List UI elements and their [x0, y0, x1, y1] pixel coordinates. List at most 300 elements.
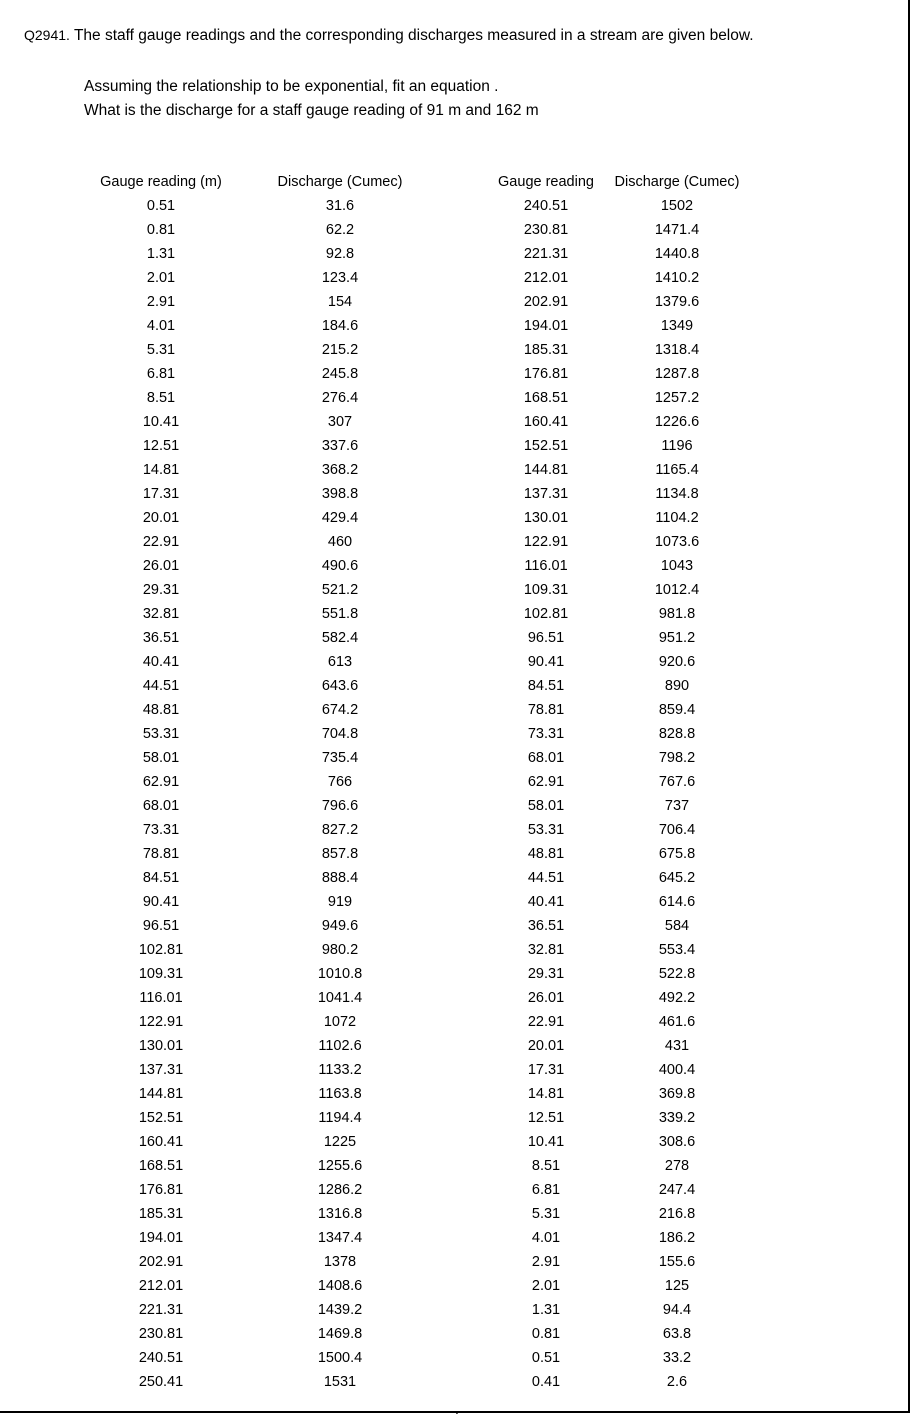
table-row	[490, 434, 752, 458]
discharge-cell: 94.4	[662, 1302, 692, 1318]
gauge-reading-cell: 160.41	[138, 1134, 184, 1150]
table-row	[490, 554, 752, 578]
gauge-reading-cell: 230.81	[138, 1326, 184, 1342]
discharge-cell: 247.4	[658, 1182, 696, 1198]
table-row	[490, 266, 752, 290]
gauge-reading-cell: 152.51	[138, 1110, 184, 1126]
table-row	[95, 242, 453, 266]
table-row	[95, 482, 453, 506]
discharge-cell: 919	[327, 894, 353, 910]
discharge-cell: 1439.2	[317, 1302, 363, 1318]
table-row	[490, 650, 752, 674]
gauge-reading-cell: 176.81	[138, 1182, 184, 1198]
table-row	[95, 1202, 453, 1226]
discharge-cell: 186.2	[658, 1230, 696, 1246]
discharge-cell: 767.6	[658, 774, 696, 790]
table-row	[95, 578, 453, 602]
table-row	[490, 1370, 752, 1394]
table-row	[490, 506, 752, 530]
gauge-reading-cell: 2.91	[146, 294, 176, 310]
gauge-reading-cell: 53.31	[142, 726, 180, 742]
table-row	[95, 314, 453, 338]
discharge-cell: 980.2	[321, 942, 359, 958]
table-row	[490, 818, 752, 842]
discharge-cell: 490.6	[321, 558, 359, 574]
discharge-cell: 614.6	[658, 894, 696, 910]
gauge-reading-cell: 8.51	[146, 390, 176, 406]
table-row	[95, 722, 453, 746]
table-row	[490, 482, 752, 506]
discharge-cell: 949.6	[321, 918, 359, 934]
footer-mark: .	[455, 1401, 459, 1417]
gauge-reading-cell: 14.81	[142, 462, 180, 478]
gauge-reading-cell: 26.01	[527, 990, 565, 1006]
table-row	[95, 746, 453, 770]
discharge-cell: 63.8	[662, 1326, 692, 1342]
gauge-reading-cell: 116.01	[524, 558, 568, 574]
discharge-cell: 553.4	[658, 942, 696, 958]
discharge-cell: 369.8	[658, 1086, 696, 1102]
gauge-reading-cell: 32.81	[142, 606, 180, 622]
discharge-cell: 675.8	[658, 846, 696, 862]
gauge-reading-cell: 73.31	[527, 726, 565, 742]
table-row	[95, 218, 453, 242]
table-header-row	[95, 170, 453, 194]
table-row	[95, 1106, 453, 1130]
discharge-cell: 429.4	[321, 510, 359, 526]
discharge-cell: 1531	[323, 1374, 357, 1390]
gauge-reading-cell: 1.31	[146, 246, 176, 262]
table-row	[490, 1034, 752, 1058]
gauge-reading-cell: 32.81	[527, 942, 565, 958]
gauge-reading-cell: 44.51	[142, 678, 180, 694]
discharge-cell: 1347.4	[317, 1230, 363, 1246]
discharge-cell: 31.6	[325, 198, 355, 214]
gauge-reading-cell: 240.51	[138, 1350, 184, 1366]
gauge-reading-cell: 144.81	[523, 462, 569, 478]
gauge-reading-cell: 6.81	[531, 1182, 561, 1198]
table-row	[490, 290, 752, 314]
question-assumption: Assuming the relationship to be exponential, fit an equation .	[84, 78, 499, 95]
table-row	[490, 1322, 752, 1346]
gauge-reading-cell: 122.91	[523, 534, 569, 550]
gauge-reading-cell: 144.81	[138, 1086, 184, 1102]
gauge-reading-cell: 168.51	[138, 1158, 184, 1174]
discharge-cell: 796.6	[321, 798, 359, 814]
table-row	[490, 890, 752, 914]
gauge-reading-cell: 221.31	[138, 1302, 184, 1318]
discharge-cell: 1010.8	[317, 966, 363, 982]
gauge-reading-cell: 102.81	[138, 942, 184, 958]
table-row	[95, 1370, 453, 1394]
table-row	[95, 1082, 453, 1106]
discharge-cell: 1165.4	[655, 462, 699, 478]
question-number: Q2941.	[24, 27, 70, 43]
discharge-cell: 1471.4	[654, 222, 700, 238]
table-row	[95, 938, 453, 962]
gauge-reading-cell: 168.51	[523, 390, 569, 406]
table-row	[490, 698, 752, 722]
table-row	[95, 410, 453, 434]
discharge-cell: 276.4	[321, 390, 359, 406]
gauge-reading-cell: 137.31	[523, 486, 569, 502]
table-row	[490, 602, 752, 626]
gauge-reading-cell: 6.81	[146, 366, 176, 382]
gauge-reading-cell: 29.31	[527, 966, 565, 982]
table-row	[490, 194, 752, 218]
gauge-reading-cell: 230.81	[523, 222, 569, 238]
table-row	[490, 218, 752, 242]
table-row	[95, 530, 453, 554]
discharge-cell: 888.4	[321, 870, 359, 886]
discharge-cell: 521.2	[321, 582, 359, 598]
discharge-cell: 1286.2	[317, 1182, 363, 1198]
discharge-cell: 337.6	[321, 438, 359, 454]
gauge-reading-cell: 240.51	[523, 198, 569, 214]
discharge-cell: 1502	[660, 198, 694, 214]
table-row	[490, 410, 752, 434]
discharge-cell: 216.8	[658, 1206, 696, 1222]
gauge-reading-cell: 122.91	[138, 1014, 184, 1030]
gauge-reading-cell: 96.51	[527, 630, 565, 646]
table-row	[490, 1082, 752, 1106]
gauge-reading-cell: 130.01	[523, 510, 569, 526]
discharge-cell: 551.8	[321, 606, 359, 622]
discharge-cell: 308.6	[658, 1134, 696, 1150]
table-row	[490, 362, 752, 386]
gauge-reading-cell: 62.91	[142, 774, 180, 790]
gauge-reading-cell: 212.01	[523, 270, 569, 286]
discharge-cell: 737	[664, 798, 690, 814]
gauge-reading-cell: 1.31	[531, 1302, 561, 1318]
table-row	[95, 506, 453, 530]
gauge-reading-cell: 2.91	[531, 1254, 561, 1270]
gauge-reading-cell: 20.01	[142, 510, 180, 526]
discharge-cell: 613	[327, 654, 353, 670]
discharge-cell: 368.2	[321, 462, 359, 478]
discharge-cell: 798.2	[658, 750, 696, 766]
discharge-cell: 123.4	[321, 270, 359, 286]
discharge-cell: 398.8	[321, 486, 359, 502]
table-row	[95, 1058, 453, 1082]
table-row	[490, 938, 752, 962]
gauge-reading-cell: 137.31	[138, 1062, 184, 1078]
gauge-reading-cell: 202.91	[138, 1254, 184, 1270]
discharge-cell: 857.8	[321, 846, 359, 862]
column-header-discharge: Discharge (Cumec)	[277, 174, 403, 190]
table-row	[490, 626, 752, 650]
discharge-cell: 125	[664, 1278, 690, 1294]
table-row	[95, 362, 453, 386]
table-row	[95, 434, 453, 458]
discharge-cell: 155.6	[658, 1254, 696, 1270]
table-row	[490, 746, 752, 770]
discharge-cell: 1012.4	[654, 582, 700, 598]
table-row	[95, 290, 453, 314]
gauge-reading-cell: 152.51	[523, 438, 569, 454]
column-header-gauge: Gauge reading	[498, 174, 594, 190]
discharge-cell: 920.6	[658, 654, 696, 670]
gauge-reading-cell: 109.31	[523, 582, 569, 598]
table-row	[490, 1202, 752, 1226]
table-row	[95, 818, 453, 842]
table-row	[490, 1226, 752, 1250]
discharge-cell: 278	[664, 1158, 690, 1174]
discharge-cell: 522.8	[658, 966, 696, 982]
table-row	[95, 1130, 453, 1154]
gauge-reading-cell: 221.31	[523, 246, 569, 262]
gauge-reading-cell: 22.91	[527, 1014, 565, 1030]
discharge-cell: 859.4	[658, 702, 696, 718]
gauge-reading-cell: 2.01	[531, 1278, 561, 1294]
gauge-reading-cell: 185.31	[523, 342, 569, 358]
discharge-cell: 33.2	[662, 1350, 692, 1366]
gauge-reading-cell: 160.41	[523, 414, 569, 430]
table-row	[95, 1034, 453, 1058]
discharge-cell: 645.2	[658, 870, 696, 886]
discharge-cell: 1225	[323, 1134, 357, 1150]
discharge-cell: 828.8	[658, 726, 696, 742]
table-row	[490, 1346, 752, 1370]
gauge-discharge-table-right	[490, 170, 752, 1394]
gauge-reading-cell: 68.01	[142, 798, 180, 814]
gauge-reading-cell: 62.91	[527, 774, 565, 790]
column-header-discharge: Discharge (Cumec)	[614, 174, 740, 190]
discharge-cell: 154	[327, 294, 353, 310]
gauge-reading-cell: 0.51	[531, 1350, 561, 1366]
gauge-reading-cell: 12.51	[527, 1110, 565, 1126]
table-row	[490, 458, 752, 482]
gauge-reading-cell: 8.51	[531, 1158, 561, 1174]
table-row	[490, 914, 752, 938]
table-row	[95, 842, 453, 866]
table-row	[490, 866, 752, 890]
discharge-cell: 431	[664, 1038, 690, 1054]
gauge-reading-cell: 194.01	[138, 1230, 184, 1246]
discharge-cell: 706.4	[658, 822, 696, 838]
gauge-reading-cell: 0.81	[146, 222, 176, 238]
discharge-cell: 674.2	[321, 702, 359, 718]
discharge-cell: 1163.8	[318, 1086, 362, 1102]
question-heading	[24, 27, 754, 45]
table-row	[490, 1178, 752, 1202]
table-row	[95, 554, 453, 578]
gauge-reading-cell: 202.91	[523, 294, 569, 310]
gauge-discharge-table-left	[95, 170, 453, 1394]
table-row	[490, 1010, 752, 1034]
gauge-reading-cell: 17.31	[527, 1062, 565, 1078]
discharge-cell: 1072	[323, 1014, 357, 1030]
table-row	[95, 866, 453, 890]
discharge-cell: 1500.4	[317, 1350, 363, 1366]
discharge-cell: 1041.4	[317, 990, 363, 1006]
table-row	[95, 962, 453, 986]
table-row	[95, 1346, 453, 1370]
discharge-cell: 339.2	[658, 1110, 696, 1126]
gauge-reading-cell: 78.81	[527, 702, 565, 718]
discharge-cell: 461.6	[658, 1014, 696, 1030]
table-row	[490, 338, 752, 362]
table-row	[95, 794, 453, 818]
gauge-reading-cell: 10.41	[527, 1134, 565, 1150]
gauge-reading-cell: 102.81	[523, 606, 569, 622]
gauge-reading-cell: 14.81	[527, 1086, 565, 1102]
question-ask: What is the discharge for a staff gauge reading of 91 m and 162 m	[84, 102, 539, 119]
gauge-reading-cell: 20.01	[527, 1038, 565, 1054]
table-row	[490, 794, 752, 818]
table-row	[490, 674, 752, 698]
table-row	[95, 626, 453, 650]
table-header-row	[490, 170, 752, 194]
discharge-cell: 1287.8	[654, 366, 700, 382]
table-row	[95, 194, 453, 218]
discharge-cell: 307	[327, 414, 353, 430]
table-row	[95, 890, 453, 914]
gauge-reading-cell: 2.01	[146, 270, 176, 286]
discharge-cell: 92.8	[325, 246, 355, 262]
question-instructions	[84, 75, 539, 123]
gauge-reading-cell: 5.31	[531, 1206, 561, 1222]
table-row	[490, 530, 752, 554]
discharge-cell: 1408.6	[317, 1278, 363, 1294]
discharge-cell: 1379.6	[654, 294, 700, 310]
table-row	[490, 1130, 752, 1154]
discharge-cell: 1257.2	[654, 390, 700, 406]
gauge-reading-cell: 116.01	[139, 990, 183, 1006]
discharge-cell: 1196	[661, 438, 693, 454]
discharge-cell: 735.4	[321, 750, 359, 766]
gauge-reading-cell: 5.31	[146, 342, 176, 358]
gauge-reading-cell: 58.01	[142, 750, 180, 766]
discharge-cell: 1316.8	[317, 1206, 363, 1222]
gauge-reading-cell: 176.81	[523, 366, 569, 382]
discharge-cell: 460	[327, 534, 353, 550]
discharge-cell: 584	[664, 918, 690, 934]
gauge-reading-cell: 36.51	[142, 630, 180, 646]
gauge-reading-cell: 48.81	[527, 846, 565, 862]
gauge-reading-cell: 0.41	[531, 1374, 561, 1390]
table-row	[95, 1226, 453, 1250]
table-row	[490, 770, 752, 794]
table-row	[95, 650, 453, 674]
discharge-cell: 1255.6	[317, 1158, 363, 1174]
gauge-reading-cell: 29.31	[142, 582, 180, 598]
gauge-reading-cell: 84.51	[142, 870, 180, 886]
gauge-reading-cell: 84.51	[527, 678, 565, 694]
gauge-reading-cell: 250.41	[138, 1374, 184, 1390]
gauge-reading-cell: 68.01	[527, 750, 565, 766]
gauge-reading-cell: 22.91	[142, 534, 180, 550]
discharge-cell: 1410.2	[654, 270, 700, 286]
discharge-cell: 1073.6	[654, 534, 700, 550]
table-row	[95, 338, 453, 362]
gauge-reading-cell: 12.51	[142, 438, 180, 454]
discharge-cell: 62.2	[325, 222, 355, 238]
discharge-cell: 1440.8	[654, 246, 700, 262]
table-row	[95, 914, 453, 938]
gauge-reading-cell: 58.01	[527, 798, 565, 814]
discharge-cell: 2.6	[666, 1374, 688, 1390]
table-row	[95, 698, 453, 722]
discharge-cell: 492.2	[658, 990, 696, 1006]
discharge-cell: 1349	[660, 318, 694, 334]
column-header-gauge: Gauge reading (m)	[100, 174, 222, 190]
table-body	[490, 194, 752, 1394]
discharge-cell: 1378	[323, 1254, 357, 1270]
gauge-reading-cell: 53.31	[527, 822, 565, 838]
table-row	[95, 770, 453, 794]
discharge-cell: 1226.6	[654, 414, 700, 430]
discharge-cell: 1318.4	[654, 342, 700, 358]
table-row	[490, 962, 752, 986]
table-body	[95, 194, 453, 1394]
gauge-reading-cell: 26.01	[142, 558, 180, 574]
table-row	[490, 386, 752, 410]
table-row	[490, 1106, 752, 1130]
discharge-cell: 766	[327, 774, 353, 790]
discharge-cell: 1104.2	[655, 510, 699, 526]
gauge-reading-cell: 10.41	[142, 414, 180, 430]
discharge-cell: 981.8	[658, 606, 696, 622]
gauge-reading-cell: 0.51	[146, 198, 176, 214]
discharge-cell: 1134.8	[655, 486, 699, 502]
table-row	[490, 242, 752, 266]
table-row	[95, 1010, 453, 1034]
gauge-reading-cell: 78.81	[142, 846, 180, 862]
gauge-reading-cell: 212.01	[138, 1278, 184, 1294]
gauge-reading-cell: 90.41	[527, 654, 565, 670]
table-row	[490, 722, 752, 746]
discharge-cell: 1469.8	[317, 1326, 363, 1342]
table-row	[95, 1322, 453, 1346]
discharge-cell: 1194.4	[318, 1110, 362, 1126]
gauge-reading-cell: 40.41	[527, 894, 565, 910]
table-row	[95, 386, 453, 410]
discharge-cell: 951.2	[658, 630, 696, 646]
table-row	[95, 266, 453, 290]
gauge-reading-cell: 109.31	[138, 966, 184, 982]
table-row	[490, 842, 752, 866]
gauge-reading-cell: 48.81	[142, 702, 180, 718]
table-row	[95, 458, 453, 482]
table-row	[490, 1154, 752, 1178]
gauge-reading-cell: 36.51	[527, 918, 565, 934]
gauge-reading-cell: 90.41	[142, 894, 180, 910]
table-row	[490, 1274, 752, 1298]
table-row	[490, 1298, 752, 1322]
table-row	[95, 1250, 453, 1274]
gauge-reading-cell: 40.41	[142, 654, 180, 670]
gauge-reading-cell: 194.01	[523, 318, 569, 334]
table-row	[95, 1154, 453, 1178]
discharge-cell: 1043	[660, 558, 694, 574]
discharge-cell: 1133.2	[318, 1062, 362, 1078]
discharge-cell: 400.4	[658, 1062, 696, 1078]
gauge-reading-cell: 4.01	[146, 318, 176, 334]
discharge-cell: 643.6	[321, 678, 359, 694]
discharge-cell: 184.6	[321, 318, 359, 334]
gauge-reading-cell: 44.51	[527, 870, 565, 886]
discharge-cell: 1102.6	[318, 1038, 362, 1054]
discharge-cell: 890	[664, 678, 690, 694]
question-statement: The staff gauge readings and the corresponding discharges measured in a stream are given below.	[73, 27, 754, 44]
gauge-reading-cell: 0.81	[531, 1326, 561, 1342]
table-row	[95, 1274, 453, 1298]
table-row	[95, 1298, 453, 1322]
gauge-reading-cell: 185.31	[138, 1206, 184, 1222]
table-row	[490, 1250, 752, 1274]
table-row	[95, 1178, 453, 1202]
